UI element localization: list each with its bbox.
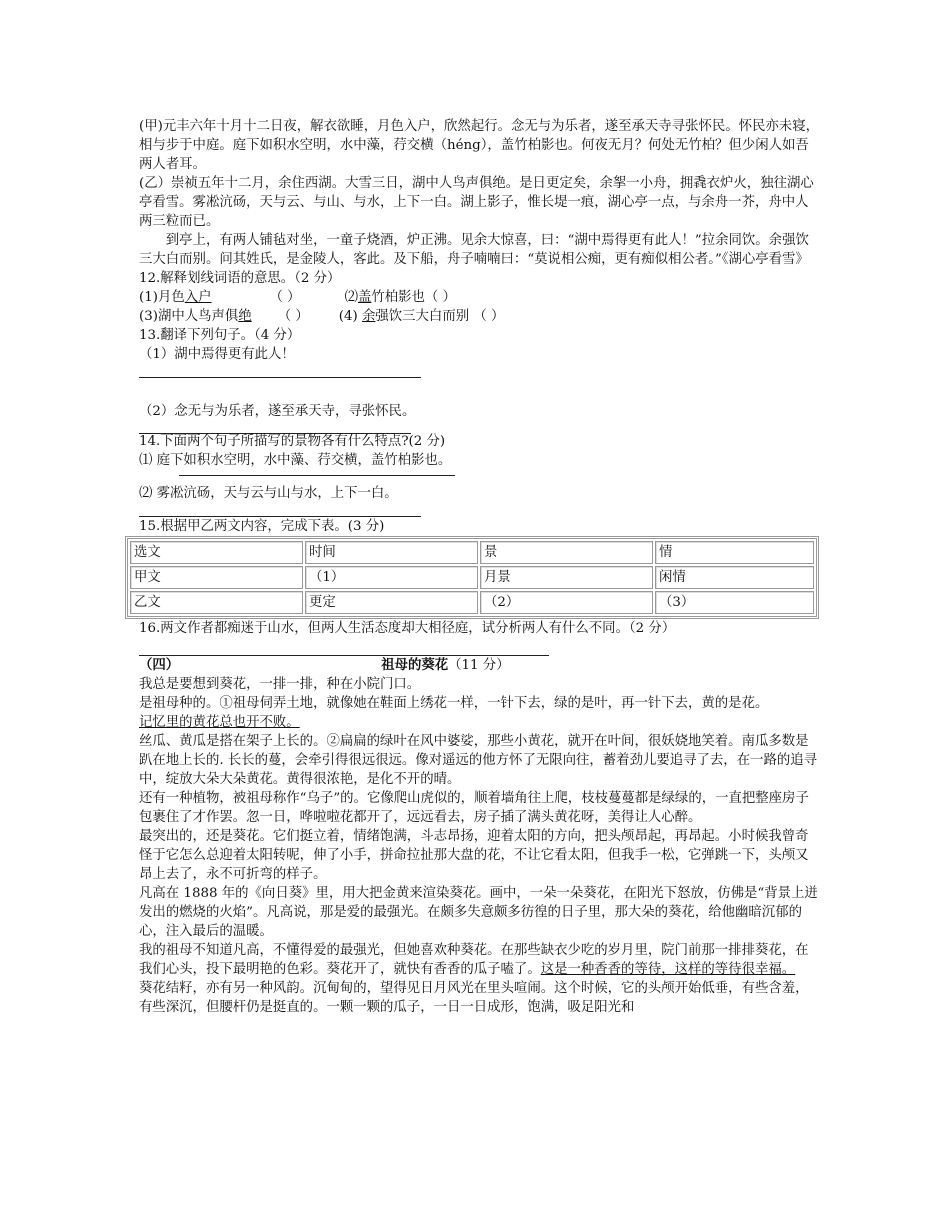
- essay-para-4: 丝瓜、黄瓜是搭在架子上长的。②扁扁的绿叶在风中婆娑，那些小黄花，就开在叶间，很妖娆地笑着。南瓜多数是趴在地上长的. 长长的蔓，会牵引得很远很远。像对遥远的他方怀了无限向往，蓄着劲儿要追寻了去，在一路的追寻中，绽放大朵大朵黄花。黄得很浓艳，是化不开的晴。: [139, 734, 818, 787]
- q12-b-rest[interactable]: 竹柏影也（ ）: [371, 290, 456, 305]
- passage-yi-para-1: (乙）崇祯五年十二月，余住西湖。大雪三日，湖中人鸟声俱绝。是日更定矣，余挐一小舟，拥毳衣炉火，独往湖心亭看雪。雾凇沆砀，天与云、与山、与水，上下一白。湖上影子，惟长堤一痕，湖心亭一点，与余舟一芥，舟中人两三粒而已。: [139, 176, 814, 229]
- table-cell-answer[interactable]: （3）: [655, 591, 814, 614]
- q12-row-1: [139, 288, 819, 307]
- essay-para-8: [139, 941, 819, 979]
- table-row: [130, 566, 814, 589]
- table-header-cell: 景: [480, 541, 653, 564]
- q13-sentence-2: （2）念无与为乐者，遂至承天寺，寻张怀民。: [139, 404, 416, 419]
- essay-title: 祖母的葵花: [381, 657, 449, 673]
- q12-a-word: 入户: [184, 290, 212, 305]
- essay-underlined-sentence-2: 这是一种香香的等待，这样的等待很幸福。: [540, 962, 796, 977]
- q13-answer-line-1[interactable]: [139, 376, 421, 378]
- exam-page: [134, 117, 819, 1017]
- essay-para-8-text: 我的祖母不知道凡高，不懂得爱的最强光，但她喜欢种葵花。在那些缺衣少吃的岁月里，院门前那一排排葵花，在我们心头，投下最明艳的色彩。葵花开了，就快有香香的瓜子嗑了。: [139, 943, 809, 977]
- q14-answer-line-1[interactable]: [179, 474, 455, 476]
- q12-row-2: [139, 307, 819, 326]
- essay-para-5: 还有一种植物，被祖母称作“乌子”的。它像爬山虎似的，顺着墙角往上爬，枝枝蔓蔓都是绿绿的，一直把整座房子包裹住了才作罢。忽一日，哗啦啦花都开了，远远看去，房子插了满头黄花呀，美得让人心醉。: [139, 791, 809, 825]
- essay-para-7: 凡高在 1888 年的《向日葵》里，用大把金黄来渲染葵花。画中，一朵一朵葵花，在阳光下怒放，仿佛是“背景上迸发出的燃烧的火焰”。凡高说，那是爱的最强光。在颇多失意颇多彷徨的日子里，那大朵的葵花，给他幽暗沉郁的心，注入最后的温暖。: [139, 886, 818, 939]
- q14-title: 14.下面两个句子所描写的景物各有什么特点?(2 分): [139, 434, 446, 449]
- q15-table: [125, 536, 819, 619]
- q12-c-word: 绝: [238, 309, 252, 324]
- passage-jia: (甲)元丰六年十月十二日夜，解衣欲睡，月色入户，欣然起行。念无与为乐者，遂至承天寺寻张怀民。怀民亦未寝，相与步于中庭。庭下如积水空明，水中藻，荇交横（héng），盖竹柏影也。何夜无月？何处无竹柏？但少闲人如吾两人者耳。: [139, 119, 819, 172]
- essay-para-6: 最突出的，还是葵花。它们挺立着，情绪饱满，斗志昂扬，迎着太阳的方向，把头颅昂起，再昂起。小时候我曾奇怪于它怎么总迎着太阳转呢，伸了小手，拼命拉扯那大盘的花，不让它看太阳，但我手一松，它弹跳一下，头颅又昂上去了，永不可折弯的样子。: [139, 829, 809, 882]
- q12-d-rest[interactable]: 强饮三大白而别 （ ）: [375, 309, 505, 324]
- essay-para-2: 是祖母种的。①祖母伺弄土地，就像她在鞋面上绣花一样，一针下去，绿的是叶，再一针下去，黄的是花。: [139, 696, 769, 711]
- essay-para-1: 我总是要想到葵花，一排一排，种在小院门口。: [139, 677, 421, 692]
- essay-underlined-sentence-1: 记忆里的黄花总也开不败。: [139, 715, 300, 730]
- q12-d-word: 余: [361, 309, 376, 324]
- q13-sentence-1: （1）湖中焉得更有此人！: [139, 347, 295, 362]
- table-header-cell: 时间: [305, 541, 478, 564]
- table-header-cell: 情: [655, 541, 814, 564]
- table-cell: 甲文: [130, 566, 303, 589]
- q15-title: 15.根据甲乙两文内容，完成下表。(3 分): [139, 519, 385, 534]
- table-cell-answer[interactable]: （1）: [305, 566, 478, 589]
- q12-d-prefix: (4): [338, 309, 362, 324]
- section-4-header: [139, 655, 549, 675]
- section-4-label: （四）: [139, 657, 180, 673]
- q16-question: 16.两文作者都痴迷于山水，但两人生活态度却大相径庭，试分析两人有什么不同。（2 分）: [139, 621, 676, 636]
- q12-b-word: 盖: [357, 290, 372, 305]
- q12-a-blank[interactable]: （ ）: [269, 290, 301, 305]
- q14-sentence-1: ⑴ 庭下如积水空明，水中藻、荇交横，盖竹柏影也。: [139, 453, 452, 468]
- q13-title: 13.翻译下列句子。（4 分）: [139, 328, 301, 343]
- table-row: [130, 591, 814, 614]
- q12-c-prefix: (3)湖中人鸟声俱: [139, 309, 239, 324]
- table-cell: 更定: [305, 591, 478, 614]
- q12-a-prefix: (1)月色: [139, 290, 185, 305]
- table-header-cell: 选文: [130, 541, 303, 564]
- table-cell: 月景: [480, 566, 653, 589]
- q12-title: 12.解释划线词语的意思。（2 分）: [139, 271, 341, 286]
- table-header-row: [130, 541, 814, 564]
- section-4-score: （11 分）: [448, 658, 510, 673]
- table-cell: 闲情: [655, 566, 814, 589]
- q12-b-prefix: ⑵: [344, 290, 358, 305]
- essay-para-3: [139, 713, 819, 732]
- q14-sentence-2: ⑵ 雾凇沆砀，天与云与山与水，上下一白。: [139, 486, 398, 501]
- table-cell: 乙文: [130, 591, 303, 614]
- essay-para-9: 葵花结籽，亦有另一种风韵。沉甸甸的，望得见日月风光在里头喧闹。这个时候，它的头颅开始低垂，有些含羞，有些深沉，但腰杆仍是挺直的。一颗一颗的瓜子，一日一日成形，饱满，吸足阳光和: [139, 981, 809, 1015]
- table-cell-answer[interactable]: （2）: [480, 591, 653, 614]
- q12-c-blank[interactable]: （ ）: [277, 309, 309, 324]
- passage-yi-para-2: 到亭上，有两人铺毡对坐，一童子烧酒，炉正沸。见余大惊喜，曰：“湖中焉得更有此人！”拉余同饮。余强饮三大白而别。问其姓氏，是金陵人，客此。及下船，舟子喃喃曰：“莫说相公痴，更有痴似相公者。”《湖心亭看雪》: [139, 233, 809, 267]
